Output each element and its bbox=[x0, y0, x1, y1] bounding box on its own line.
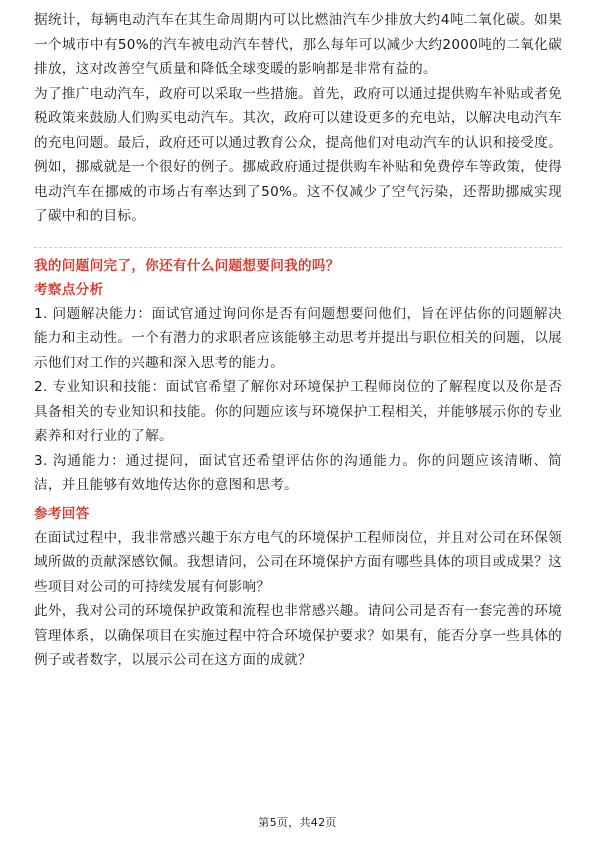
section-divider bbox=[34, 247, 562, 248]
answer-paragraph-2: 此外，我对公司的环境保护政策和流程也非常感兴趣。请问公司是否有一套完善的环境管理体系，以确保项目在实施过程中符合环境保护要求？如果有，能否分享一些具体的例子或者数字，以展示公司在这方面的成就？ bbox=[34, 603, 562, 668]
analysis-item-3: 3. 沟通能力：通过提问，面试官还希望评估你的沟通能力。你的问题应该清晰、简洁，并且能够有效地传达你的意图和思考。 bbox=[34, 452, 562, 493]
document-page bbox=[34, 8, 562, 673]
answer-heading: 参考回答 bbox=[34, 505, 90, 522]
intro-paragraph-1: 据统计，每辆电动汽车在其生命周期内可以比燃油汽车少排放大约4吨二氧化碳。如果一个城市中有50%的汽车被电动汽车替代，那么每年可以减少大约2000吨的二氧化碳排放，这对改善空气质量和降低全球变暖的影响都是非常有益的。 bbox=[34, 12, 562, 77]
page-number: 第5页，共42页 bbox=[258, 816, 337, 829]
analysis-item-2: 2. 专业知识和技能：面试官希望了解你对环境保护工程师岗位的了解程度以及你是否具备相关的专业知识和技能。你的问题应该与环境保护工程相关，并能够展示你的专业素养和对行业的了解。 bbox=[34, 379, 562, 444]
analysis-item-1: 1. 问题解决能力：面试官通过询问你是否有问题想要问他们，旨在评估你的问题解决能力和主动性。一个有潜力的求职者应该能够主动思考并提出与职位相关的问题，以展示他们对工作的兴趣和深入思考的能力。 bbox=[34, 305, 562, 371]
interview-question: 我的问题问完了，你还有什么问题想要问我的吗？ bbox=[34, 257, 340, 274]
analysis-heading: 考察点分析 bbox=[34, 281, 104, 298]
intro-paragraph-2: 为了推广电动汽车，政府可以采取一些措施。首先，政府可以通过提供购车补贴或者免税政策来鼓励人们购买电动汽车。其次，政府可以建设更多的充电站，以解决电动汽车的充电问题。最后，政府还可以通过教育公众，提高他们对电动汽车的认识和接受度。 bbox=[34, 85, 562, 151]
answer-paragraph-1: 在面试过程中，我非常感兴趣于东方电气的环境保护工程师岗位，并且对公司在环保领域所做的贡献深感钦佩。我想请问，公司在环境保护方面有哪些具体的项目或成果？这些项目对公司的可持续发展有何影响？ bbox=[34, 529, 562, 595]
intro-paragraph-3: 例如，挪威就是一个很好的例子。挪威政府通过提供购车补贴和免费停车等政策，使得电动汽车在挪威的市场占有率达到了50%。这不仅减少了空气污染，还帮助挪威实现了碳中和的目标。 bbox=[34, 159, 562, 224]
